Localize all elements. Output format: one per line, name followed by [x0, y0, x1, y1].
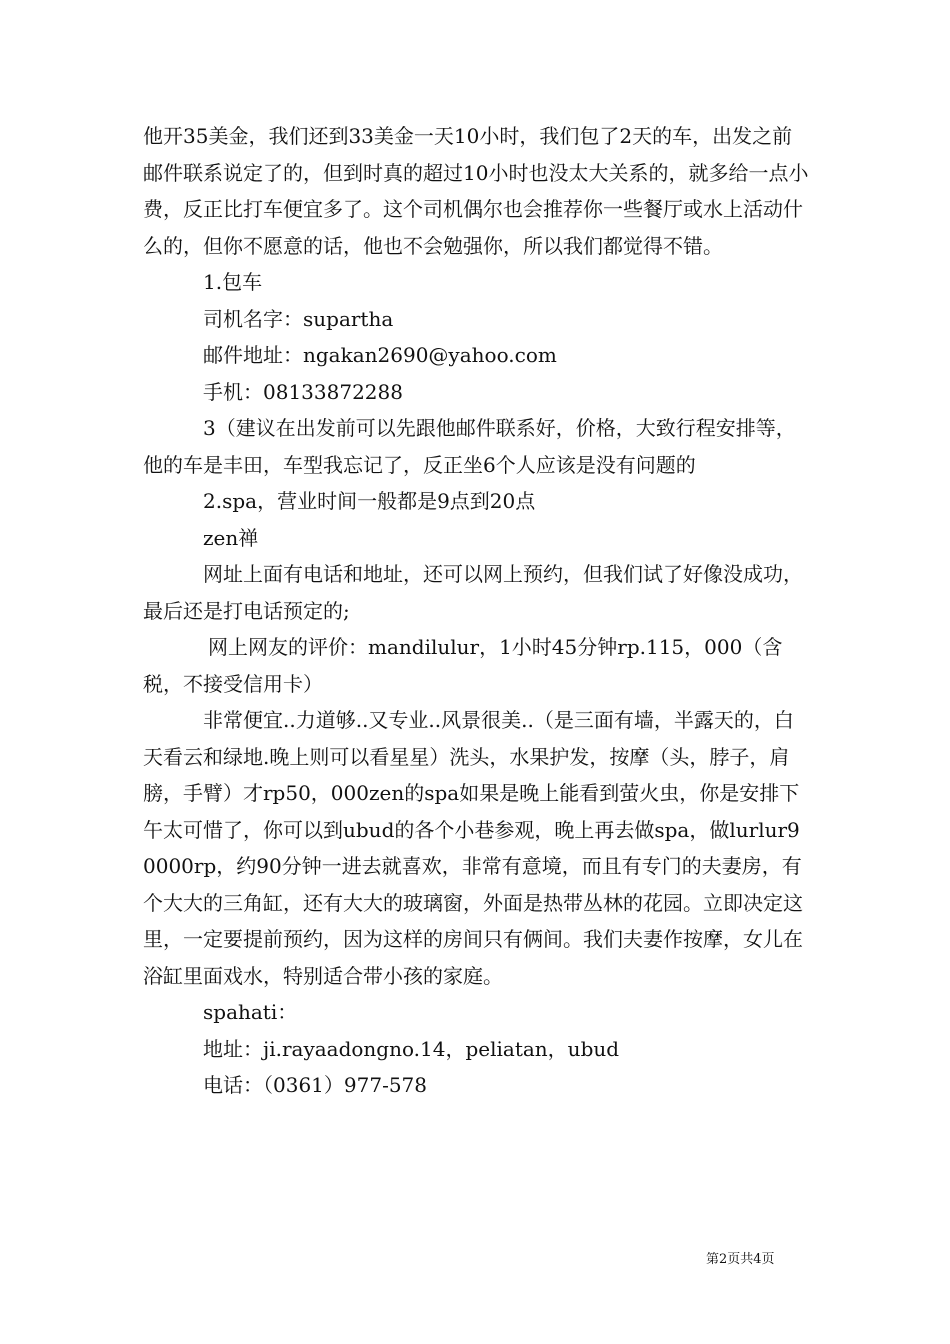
- document-body: [143, 118, 811, 1104]
- paragraph-driver-price: 他开35美金，我们还到33美金一天10小时，我们包了2天的车，出发之前邮件联系说定了的，但到时真的超过10小时也没太大关系的，就多给一点小费，反正比打车便宜多了。这个司机偶尔也会推荐你一些餐厅或水上活动什么的，但你不愿意的话，他也不会勉强你，所以我们都觉得不错。: [143, 124, 809, 258]
- spahati-address-line: 地址：ji.rayaadongno.14，peliatan，ubud: [203, 1036, 620, 1061]
- heading-spa: 2.spa，营业时间一般都是9点到20点: [203, 489, 536, 513]
- driver-email-line: 邮件地址：ngakan2690@yahoo.com: [203, 343, 557, 367]
- driver-phone-line: 手机：08133872288: [203, 379, 403, 404]
- page-number-footer: 第2页共4页: [706, 1252, 775, 1267]
- paragraph-zen-description: 非常便宜..力道够..又专业..风景很美..（是三面有墙，半露天的，白天看云和绿地.晚上则可以看星星）洗头，水果护发，按摩（头，脖子，肩膀，手臂）才rp50，000zen的spa如果是晚上能看到萤火虫，你是安排下午太可惜了，你可以到ubud的各个小巷参观，晚上再去做spa，做lurlur90000rp，约90分钟一进去就喜欢，非常有意境，而且有专门的夫妻房，有个大大的三角缸，还有大大的玻璃窗，外面是热带丛林的花园。立即决定这里，一定要提前预约，因为这样的房间只有俩间。我们夫妻作按摩，女儿在浴缸里面戏水，特别适合带小孩的家庭。: [143, 708, 803, 988]
- spa-name-zen: zen禅: [203, 525, 259, 550]
- heading-car-charter: 1.包车: [203, 270, 263, 294]
- paragraph-contact-advice: 3（建议在出发前可以先跟他邮件联系好，价格，大致行程安排等，他的车是丰田，车型我忘记了，反正坐6个人应该是没有问题的: [143, 416, 796, 477]
- paragraph-zen-booking: 网址上面有电话和地址，还可以网上预约，但我们试了好像没成功，最后还是打电话预定的;: [143, 562, 803, 623]
- paragraph-zen-review: 网上网友的评价：mandilulur，1小时45分钟rp.115，000（含税，不接受信用卡）: [143, 635, 783, 696]
- driver-name-line: 司机名字：supartha: [203, 306, 394, 331]
- spahati-phone-line: 电话：（0361）977-578: [203, 1073, 428, 1097]
- spa-name-spahati: spahati：: [203, 1000, 298, 1024]
